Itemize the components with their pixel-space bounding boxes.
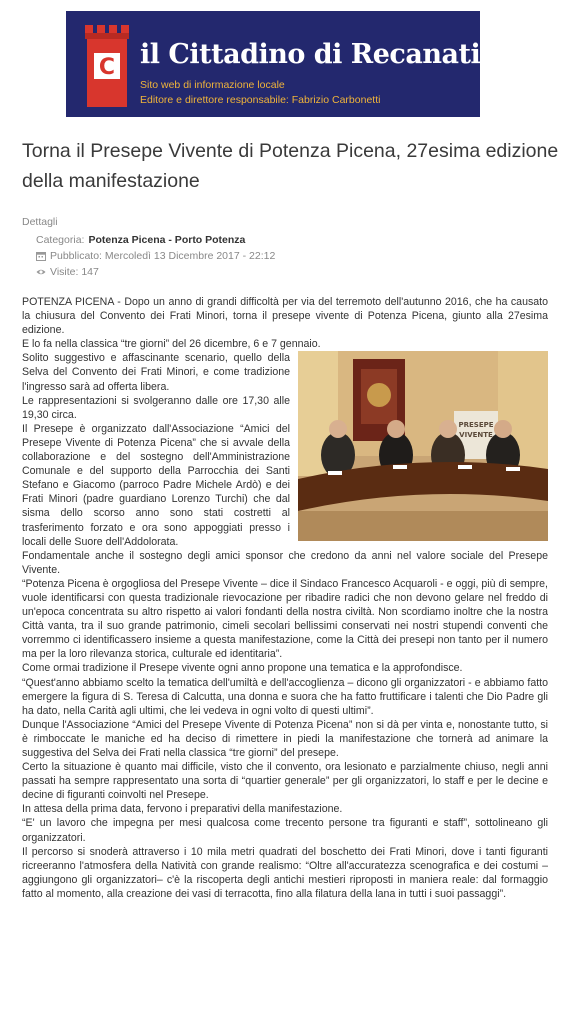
article-paragraph: Il percorso si snoderà attraverso i 10 mila metri quadrati del boschetto dei Frati Minori, dove i tanti figuranti ricreeranno l'atmosfera della Natività con grande realismo: “Oltre all'accuratezza scenografica e dei costumi – aggiungono gli organizzatori– c'è la riscoperta degli antichi mestieri riproposti in maniera reale: dal formaggio fatto al momento, alla creazione dei vasi di terracotta, fino alla filatura della lana in tutti i suoi passaggi”. [22,845,548,900]
eye-icon [36,267,46,277]
article-body [22,295,548,901]
site-title: il Cittadino di Recanati [140,39,480,70]
site-banner[interactable] [66,11,480,117]
article-paragraph: “E' un lavoro che impegna per mesi qualcosa come trecento persone tra figuranti e staff”, sottolineano gli organizzatori. [22,817,548,844]
visits-row [36,266,99,278]
article-paragraph: E lo fa nella classica “tre giorni” del 26 dicembre, 6 e 7 gennaio. [22,338,321,351]
photo-sign-line: PRESEPE [458,421,494,430]
visits-count: Visite: 147 [50,266,99,278]
category-label: Categoria: [36,234,85,246]
site-logo [83,19,131,109]
press-conference-photo[interactable] [298,351,548,541]
site-editor-line: Editore e direttore responsabile: Fabrizio Carbonetti [140,94,381,106]
article-paragraph: Come ormai tradizione il Presepe vivente ogni anno propone una tematica e la approfondisce. [22,662,463,675]
article-paragraph: Dunque l'Associazione “Amici del Presepe Vivente di Potenza Picena” non si dà per vinta e, nonostante tutto, si è rimboccate le maniche ed ha deciso di rimettere in piedi la manifestazione che tornerà ad animare la suggestiva del Selva dei Frati nella classica “tre giorni” del presepe. [22,718,548,759]
calendar-icon [36,251,46,261]
article-paragraph: POTENZA PICENA - Dopo un anno di grandi difficoltà per via del terremoto dell'autunno 2016, che ha causato la chiusura del Convento dei Frati Minori, torna il presepe vivente di Potenza Picena, giunto alla 27esima edizione. [22,296,548,337]
article-paragraph: Il Presepe è organizzato dall'Associazione “Amici del Presepe Vivente di Potenza Picena” che si avvale della collaborazione e del sostegno dell'Amministrazione Comunale e del supporto della Parrocchia dei Santi Stefano e Giacomo (parroco Padre Michele Ardò) e dei Frati Minori (padre guardiano Lorenzo Turchi) che dal sisma dello scorso anno sono stati costretti al trasferimento forzato e ora sono appoggiati presso i locali delle Suore dell'Addolorata. [22,422,290,548]
site-subtitle: Sito web di informazione locale [140,79,285,91]
published-row [36,250,275,262]
article-paragraph: Certo la situazione è quanto mai difficile, visto che il convento, ora lesionato e parzialmente chiuso, negli anni passati ha sempre rappresentato una sorta di “quartier generale” per gli organizzatori, lo staff e per le decine e decine di figuranti coinvolti nel Presepe. [22,761,548,802]
article-paragraph: “Quest'anno abbiamo scelto la tematica dell'umiltà e dell'accoglienza – dicono gli organizzatori - e abbiamo fatto emergere la figura di S. Teresa di Calcutta, una donna e suora che ha fatto fruttificare i talenti che Dio Padre gli ha dato, nella Carità agli ultimi, che lei vedeva in ogni volto di questi ultimi”. [22,676,548,717]
article-paragraph: Solito suggestivo e affascinante scenario, quello della Selva del Convento dei Frati Minori, e come tradizione l'ingresso sarà ad offerta libera. [22,352,290,393]
article-paragraph: Fondamentale anche il sostegno degli amici sponsor che credono da anni nel valore sociale del Presepe Vivente. [22,549,548,576]
article-paragraph: Le rappresentazioni si svolgeranno dalle ore 17,30 alle 19,30 circa. [22,394,290,421]
category-row [36,234,245,246]
logo-letter: C [98,55,116,80]
photo-sign-line: VIVENTE [459,431,493,440]
details-label: Dettagli [22,216,58,228]
category-link[interactable]: Potenza Picena - Porto Potenza [88,234,246,246]
article-paragraph: “Potenza Picena è orgogliosa del Presepe Vivente – dice il Sindaco Francesco Acquaroli - e oggi, più di sempre, vuole identificarsi con questa tradizionale rievocazione per ribadire radici che non devono gelare nel freddo di un'epoca concentrata su altro rispetto ai valori fondanti della nostra civiltà. Non scordiamo inoltre che la nostra Città vanta, tra il suo grande patrimonio, cimeli secolari bellissimi conservati nei nostri stupendi conventi che vorremmo ci identificassero insieme a questa manifestazione, come la Città dei presepi non tanto per il numero ma per la loro rilevanza storica, culturale ed identitaria”. [22,577,548,661]
article-title[interactable]: Torna il Presepe Vivente di Potenza Picena, 27esima edizione della manifestazione [22,140,559,192]
published-date: Pubblicato: Mercoledì 13 Dicembre 2017 - 22:12 [50,250,276,262]
article-paragraph: In attesa della prima data, fervono i preparativi della manifestazione. [22,803,343,816]
